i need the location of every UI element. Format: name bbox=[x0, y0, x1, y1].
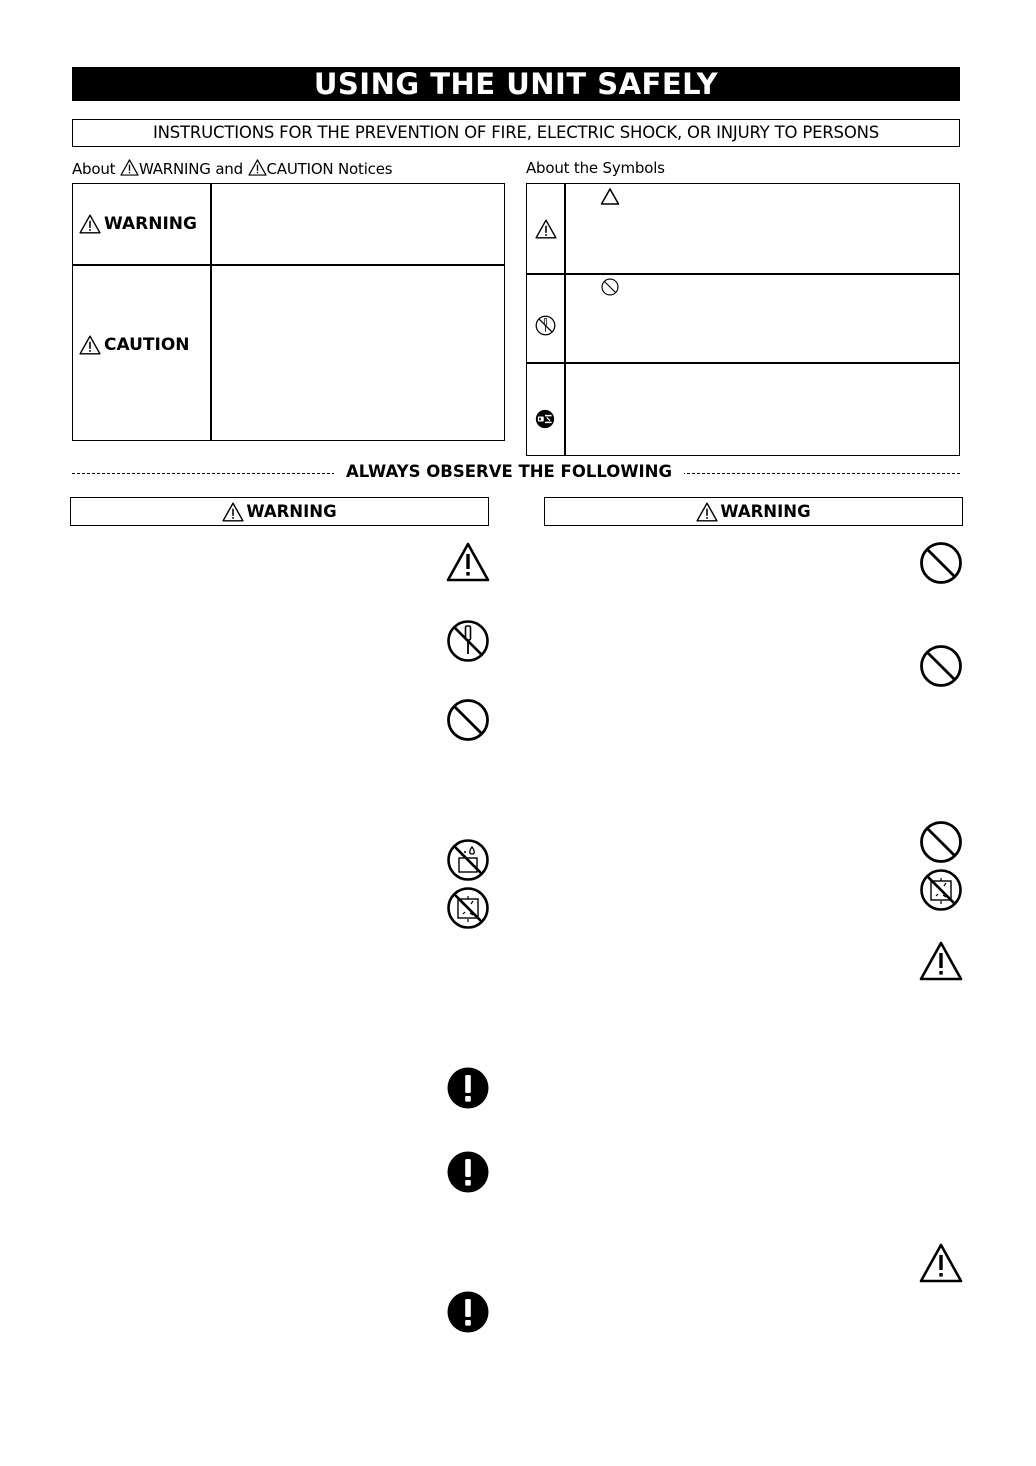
table-divider bbox=[564, 184, 566, 455]
left-warning-header bbox=[70, 497, 489, 526]
table-divider bbox=[210, 184, 212, 440]
prohibited-icon bbox=[446, 698, 490, 742]
notices-heading-about: About bbox=[72, 160, 116, 178]
mandatory-icon bbox=[446, 1290, 490, 1334]
notices-heading-notices: Notices bbox=[338, 160, 393, 178]
caution-triangle-icon bbox=[79, 335, 101, 355]
mandatory-icon bbox=[446, 1150, 490, 1194]
no-disassemble-icon bbox=[446, 619, 490, 663]
caution-triangle-icon bbox=[248, 159, 267, 176]
table-divider bbox=[527, 362, 959, 364]
caution-notice-text: CAUTION bbox=[104, 335, 190, 355]
caution-triangle-icon bbox=[919, 1243, 963, 1283]
no-touch-icon bbox=[919, 868, 963, 912]
no-touch-icon bbox=[446, 886, 490, 930]
symbols-heading: About the Symbols bbox=[526, 159, 665, 177]
no-disassemble-icon bbox=[535, 315, 556, 336]
notices-heading-warning: WARNING bbox=[138, 160, 211, 178]
caution-triangle-icon bbox=[79, 214, 101, 234]
prohibited-icon bbox=[919, 541, 963, 585]
table-divider bbox=[527, 273, 959, 275]
caution-triangle-icon bbox=[919, 941, 963, 981]
page-subtitle: INSTRUCTIONS FOR THE PREVENTION OF FIRE, ELECTRIC SHOCK, OR INJURY TO PERSONS bbox=[72, 119, 960, 147]
always-observe-heading bbox=[334, 462, 684, 481]
symbols-table bbox=[526, 183, 960, 456]
page-title: USING THE UNIT SAFELY bbox=[72, 67, 960, 101]
prohibited-icon bbox=[919, 820, 963, 864]
notices-heading-caution: CAUTION bbox=[266, 160, 334, 178]
notices-heading bbox=[72, 159, 392, 178]
caution-triangle-icon bbox=[222, 502, 244, 522]
caution-triangle-icon bbox=[535, 219, 557, 239]
right-warning-text: WARNING bbox=[720, 502, 811, 521]
left-warning-text: WARNING bbox=[246, 502, 337, 521]
caution-triangle-icon bbox=[446, 542, 490, 582]
always-observe-text: ALWAYS OBSERVE THE FOLLOWING bbox=[334, 462, 684, 481]
prohibited-icon bbox=[601, 278, 619, 296]
triangle-outline-icon bbox=[600, 188, 620, 205]
warning-notice-label bbox=[79, 214, 197, 234]
no-water-icon bbox=[446, 838, 490, 882]
notices-heading-and: and bbox=[215, 160, 243, 178]
right-warning-header bbox=[544, 497, 963, 526]
notices-table bbox=[72, 183, 505, 441]
mandatory-icon bbox=[446, 1066, 490, 1110]
table-divider bbox=[73, 264, 504, 266]
warning-notice-text: WARNING bbox=[104, 214, 197, 234]
caution-triangle-icon bbox=[696, 502, 718, 522]
unplug-icon bbox=[535, 409, 555, 429]
prohibited-icon bbox=[919, 644, 963, 688]
caution-notice-label bbox=[79, 335, 190, 355]
caution-triangle-icon bbox=[120, 159, 139, 176]
